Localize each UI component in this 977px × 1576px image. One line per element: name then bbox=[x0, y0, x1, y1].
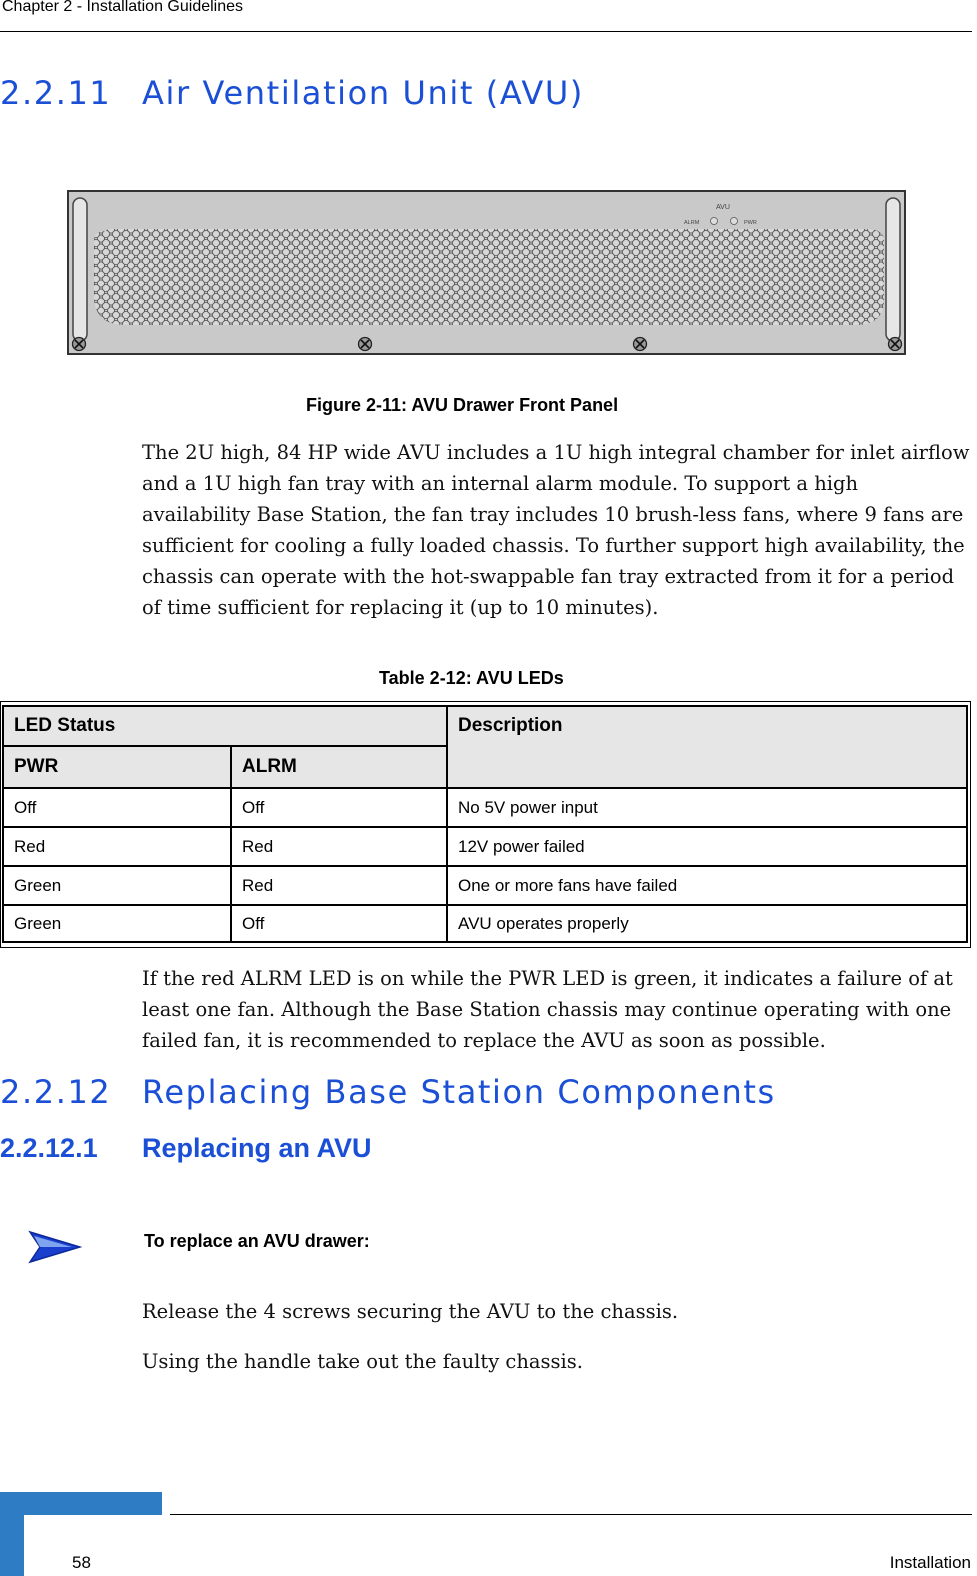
avu-led-table bbox=[2, 705, 968, 943]
procedure-step-2: Using the handle take out the faulty chassis. bbox=[142, 1350, 583, 1373]
alrm-led-label: ALRM bbox=[684, 220, 700, 226]
screw-2 bbox=[359, 338, 372, 351]
right-handle bbox=[886, 198, 900, 341]
page-number: 58 bbox=[72, 1553, 91, 1572]
table-header-pwr: PWR bbox=[3, 746, 231, 788]
footer-section-name: Installation bbox=[889, 1553, 971, 1572]
section-title: Replacing Base Station Components bbox=[142, 1073, 776, 1111]
avu-front-panel-figure bbox=[66, 189, 908, 358]
table-row bbox=[3, 866, 967, 905]
section-number: 2.2.11 bbox=[0, 74, 112, 112]
table-header-alrm: ALRM bbox=[231, 746, 447, 788]
section-heading-2-2-12 bbox=[0, 1073, 776, 1111]
procedure-arrow-icon bbox=[28, 1229, 82, 1265]
screw-1 bbox=[73, 338, 86, 351]
table-cell-description: No 5V power input bbox=[447, 788, 967, 827]
table-row bbox=[3, 905, 967, 942]
table-cell-alrm: Off bbox=[231, 788, 447, 827]
table-cell-alrm: Red bbox=[231, 827, 447, 866]
section-heading-2-2-11 bbox=[0, 74, 584, 112]
procedure-step-1: Release the 4 screws securing the AVU to the chassis. bbox=[142, 1300, 679, 1323]
footer-rule bbox=[170, 1514, 972, 1515]
table-cell-description: 12V power failed bbox=[447, 827, 967, 866]
section-number: 2.2.12 bbox=[0, 1073, 112, 1111]
screw-3 bbox=[634, 338, 647, 351]
panel-label-text: AVU bbox=[716, 204, 730, 211]
header-rule bbox=[0, 31, 972, 32]
table-cell-description: One or more fans have failed bbox=[447, 866, 967, 905]
paragraph-avu-description: The 2U high, 84 HP wide AVU includes a 1U high integral chamber for inlet airflow and a 1U high fan tray with an internal alarm module. To support a high availability Base Station, the fan tray includes 10 brush-less fans, where 9 fans are sufficient for cooling a fully loaded chassis. To further support high availability, the chassis can operate with the hot-swappable fan tray extracted from it for a period of time sufficient for replacing it (up to 10 minutes). bbox=[142, 441, 970, 619]
footer-accent-bar bbox=[0, 1492, 162, 1515]
table-cell-pwr: Green bbox=[3, 866, 231, 905]
subsection-title: Replacing an AVU bbox=[142, 1133, 372, 1163]
table-cell-pwr: Off bbox=[3, 788, 231, 827]
pwr-led bbox=[731, 218, 738, 225]
table-header-description: Description bbox=[447, 706, 967, 788]
table-header-row bbox=[3, 706, 967, 746]
table-caption: Table 2-12: AVU LEDs bbox=[379, 668, 564, 688]
table-row bbox=[3, 788, 967, 827]
table-cell-alrm: Red bbox=[231, 866, 447, 905]
footer-accent-side bbox=[0, 1492, 24, 1576]
pwr-led-label: PWR bbox=[744, 220, 757, 226]
table-header-led-status: LED Status bbox=[3, 706, 447, 746]
subsection-heading-2-2-12-1 bbox=[0, 1133, 372, 1164]
table-row bbox=[3, 827, 967, 866]
table-cell-alrm: Off bbox=[231, 905, 447, 942]
section-title: Air Ventilation Unit (AVU) bbox=[142, 74, 584, 112]
table-cell-pwr: Red bbox=[3, 827, 231, 866]
screw-4 bbox=[889, 338, 902, 351]
procedure-heading: To replace an AVU drawer: bbox=[144, 1231, 370, 1251]
alrm-led bbox=[711, 218, 718, 225]
figure-caption: Figure 2-11: AVU Drawer Front Panel bbox=[306, 395, 619, 415]
table-cell-description: AVU operates properly bbox=[447, 905, 967, 942]
paragraph-alarm-explanation: If the red ALRM LED is on while the PWR LED is green, it indicates a failure of at least one fan. Although the Base Station chassis may continue operating with one failed fan, it is recommended to replace the AVU as soon as possible. bbox=[142, 967, 953, 1052]
subsection-number: 2.2.12.1 bbox=[0, 1133, 98, 1163]
running-head: Chapter 2 - Installation Guidelines bbox=[2, 0, 244, 15]
left-handle bbox=[73, 198, 87, 341]
table-cell-pwr: Green bbox=[3, 905, 231, 942]
